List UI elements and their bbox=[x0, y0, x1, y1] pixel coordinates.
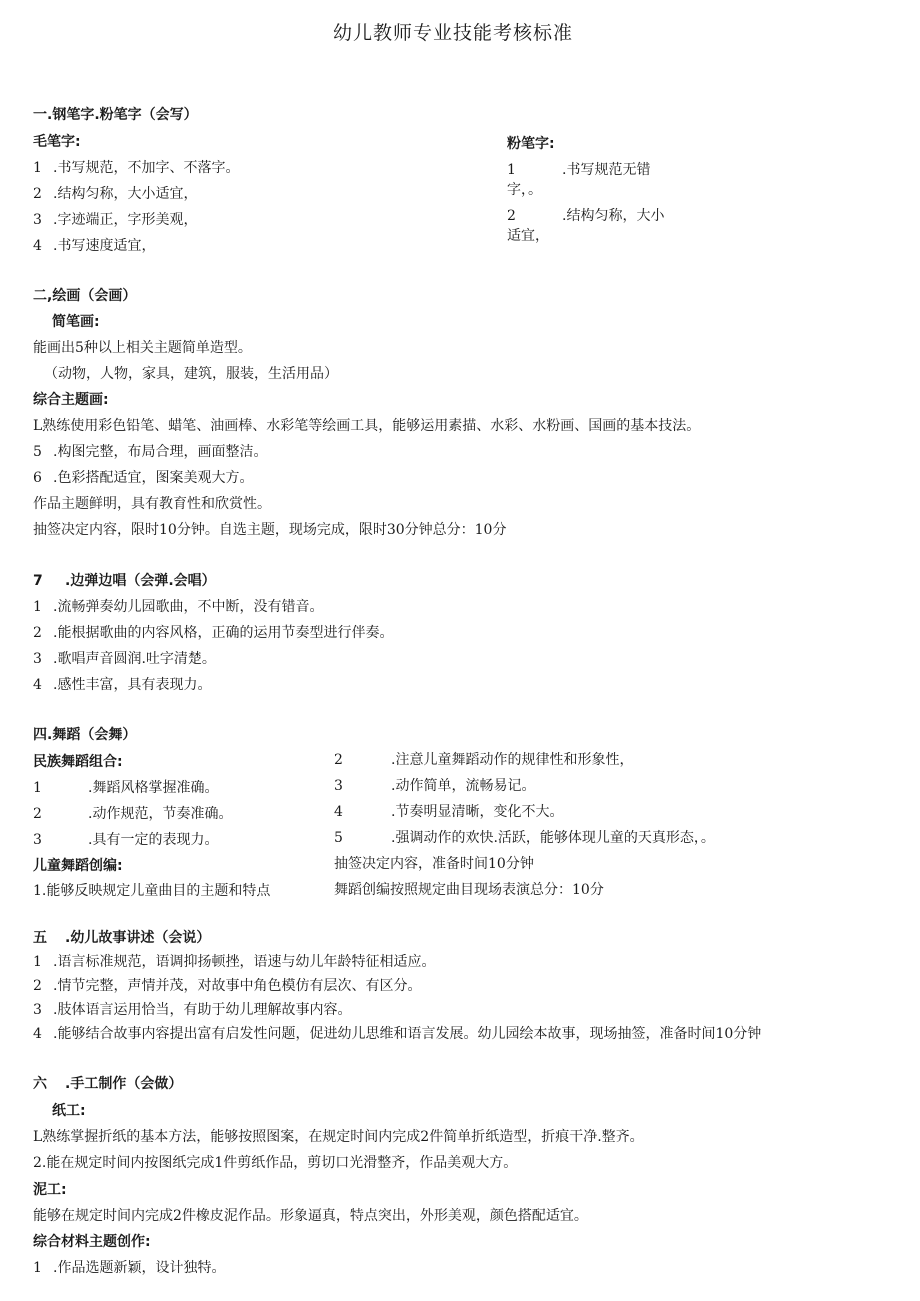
subheading-clay-craft: 泥工: bbox=[33, 1182, 67, 1198]
list-item: 4 .能够结合故事内容提出富有启发性问题，促进幼儿思维和语言发展。幼儿园绘本故事，现场抽签，准备时间10分钟 bbox=[33, 1026, 762, 1042]
text-line: 抽签决定内容，准备时间10分钟 bbox=[334, 856, 534, 872]
list-item: 3 .动作简单，流畅易记。 bbox=[334, 778, 536, 794]
list-item: 3 .肢体语言运用恰当，有助于幼儿理解故事内容。 bbox=[33, 1002, 352, 1018]
list-item: 3 .具有一定的表现力。 bbox=[33, 832, 219, 848]
section-heading-storytelling: 五 .幼儿故事讲述（会说） bbox=[33, 930, 211, 946]
list-item: 2 .能根据歌曲的内容风格，正确的运用节奏型进行伴奏。 bbox=[33, 625, 394, 641]
list-item: 4 .感性丰富，具有表现力。 bbox=[33, 677, 212, 693]
subheading-sketch: 简笔画: bbox=[52, 314, 100, 330]
list-item: 2 .动作规范，节奏准确。 bbox=[33, 806, 233, 822]
list-item: 3 .字迹端正，字形美观， bbox=[33, 212, 198, 228]
subheading-mixed-media: 综合材料主题创作: bbox=[33, 1234, 151, 1250]
section-heading-calligraphy: 一.钢笔字.粉笔字（会写） bbox=[33, 107, 198, 123]
section-heading-piano-singing: 7 .边弹边唱（会弹.会唱） bbox=[33, 573, 216, 589]
list-item-continuation: 适宜， bbox=[507, 228, 549, 244]
list-item: 1 .作品选题新颖，设计独特。 bbox=[33, 1260, 226, 1276]
subheading-chalk: 粉笔字: bbox=[507, 136, 555, 152]
list-item: 6 .色彩搭配适宜，图案美观大方。 bbox=[33, 470, 254, 486]
list-item-continuation: 字，。 bbox=[507, 182, 542, 198]
text-line: （动物，人物，家具，建筑，服装，生活用品） bbox=[44, 366, 338, 382]
list-item: 1 .书写规范无错 bbox=[507, 162, 651, 178]
list-item: 5 .构图完整，布局合理，画面整洁。 bbox=[33, 444, 268, 460]
section-heading-dance: 四.舞蹈（会舞） bbox=[33, 727, 137, 743]
list-item: 2 .情节完整，声情并茂，对故事中角色模仿有层次、有区分。 bbox=[33, 978, 422, 994]
subheading-folk-dance: 民族舞蹈组合: bbox=[33, 754, 123, 770]
list-item: 2 .结构匀称，大小 bbox=[507, 208, 665, 224]
subheading-brush: 毛笔字: bbox=[33, 134, 81, 150]
list-item: 1 .流畅弹奏幼儿园歌曲，不中断，没有错音。 bbox=[33, 599, 324, 615]
section-heading-drawing: 二,绘画（会画） bbox=[33, 288, 137, 304]
list-item: 1 .舞蹈风格掌握准确。 bbox=[33, 780, 219, 796]
text-line: 抽签决定内容，限时10分钟。自选主题，现场完成，限时30分钟总分：10分 bbox=[33, 522, 507, 538]
list-item: 5 .强调动作的欢快.活跃，能够体现儿童的天真形态，。 bbox=[334, 830, 715, 846]
list-item: 1 .书写规范，不加字、不落字。 bbox=[33, 160, 240, 176]
list-item: 3 .歌唱声音圆润.吐字清楚。 bbox=[33, 651, 216, 667]
subheading-theme-drawing: 综合主题画: bbox=[33, 392, 109, 408]
list-item: 2 .注意儿童舞蹈动作的规律性和形象性， bbox=[334, 752, 634, 768]
text-line: 能画出5种以上相关主题简单造型。 bbox=[33, 340, 252, 356]
page-title: 幼儿教师专业技能考核标准 bbox=[333, 22, 574, 44]
text-line: 作品主题鲜明，具有教育性和欣赏性。 bbox=[33, 496, 271, 512]
text-line: 舞蹈创编按照规定曲目现场表演总分：10分 bbox=[334, 882, 604, 898]
subheading-paper-craft: 纸工: bbox=[52, 1103, 86, 1119]
text-line: L熟练掌握折纸的基本方法，能够按照图案，在规定时间内完成2件简单折纸造型，折痕干净.整齐。 bbox=[33, 1129, 644, 1145]
text-line: L熟练使用彩色铅笔、蜡笔、油画棒、水彩笔等绘画工具，能够运用素描、水彩、水粉画、国画的基本技法。 bbox=[33, 418, 701, 434]
list-item: 2 .结构匀称，大小适宜， bbox=[33, 186, 198, 202]
list-item: 1 .语言标准规范，语调抑扬顿挫，语速与幼儿年龄特征相适应。 bbox=[33, 954, 436, 970]
list-item: 4 .节奏明显清晰，变化不大。 bbox=[334, 804, 564, 820]
cut-off-line: 1.能够反映规定儿童曲目的主题和特点 bbox=[33, 883, 271, 899]
section-heading-handcraft: 六 .手工制作（会做） bbox=[33, 1076, 183, 1092]
text-line: 2.能在规定时间内按图纸完成1件剪纸作品，剪切口光滑整齐，作品美观大方。 bbox=[33, 1155, 518, 1171]
text-line: 能够在规定时间内完成2件橡皮泥作品。形象逼真，特点突出，外形美观，颜色搭配适宜。 bbox=[33, 1208, 588, 1224]
list-item: 4 .书写速度适宜， bbox=[33, 238, 156, 254]
subheading-child-dance: 儿童舞蹈创编: bbox=[33, 858, 123, 874]
